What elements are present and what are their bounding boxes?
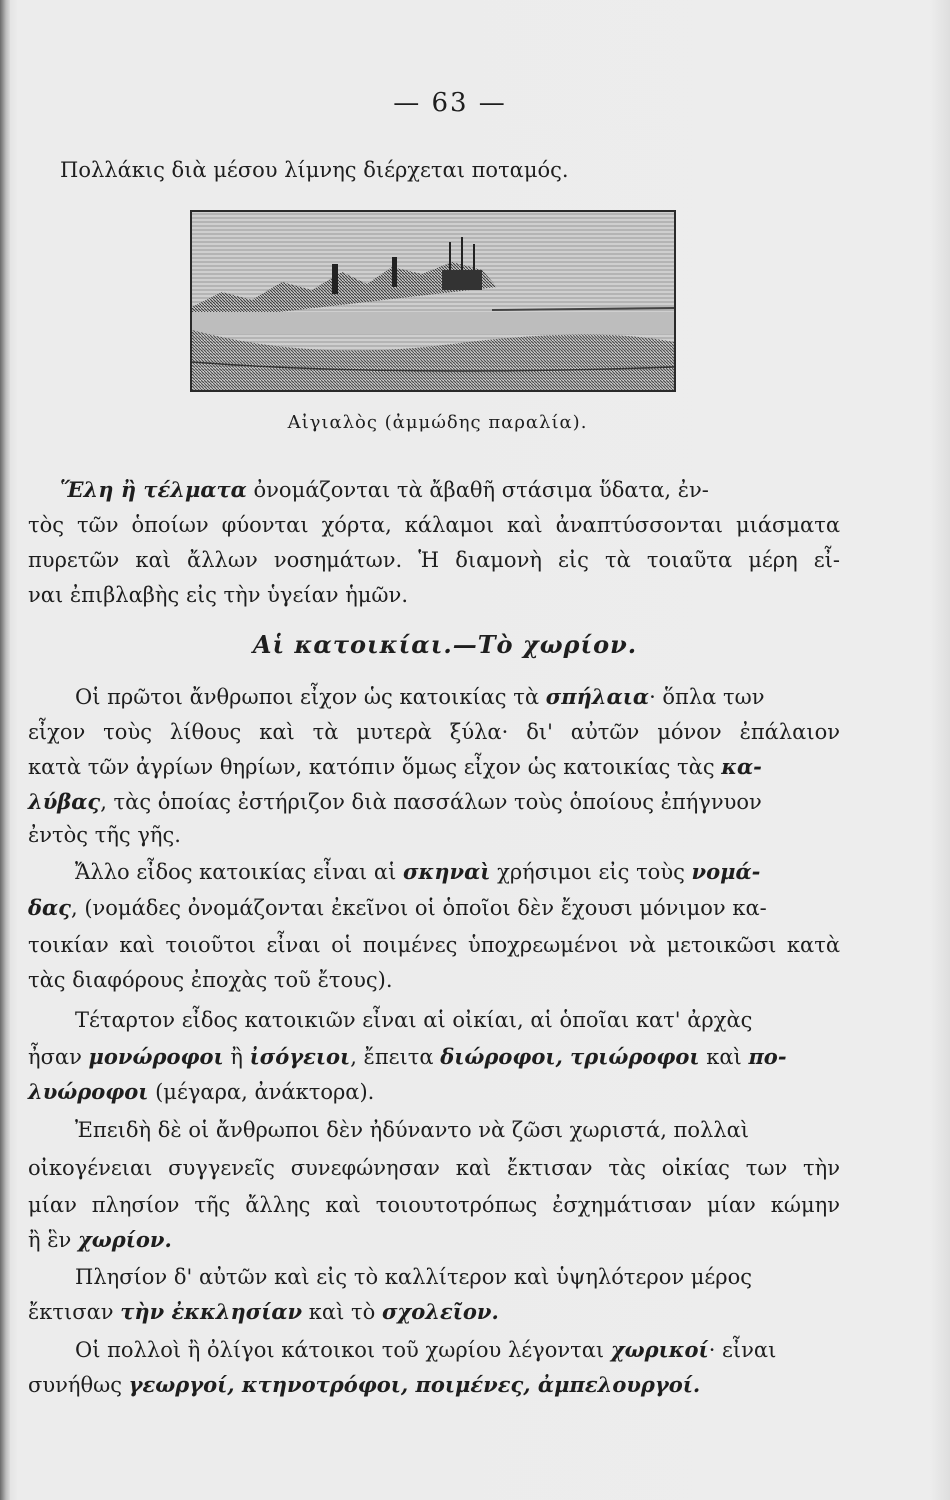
p1-line-1: Οἱ πρῶτοι ἄνθρωποι εἶχον ὡς κατοικίας τὰ σπήλαια· ὅπλα των	[75, 684, 765, 709]
term-marshes: Ἕλη ἢ τέλματα	[60, 477, 247, 502]
p5-line-1: Πλησίον δ' αὐτῶν καὶ εἰς τὸ καλλίτερον καὶ ὑψηλότερον μέρος	[75, 1265, 753, 1289]
marsh-line-4: ναι ἐπιβλαβὴς εἰς τὴν ὑγείαν ἡμῶν.	[28, 583, 408, 607]
marsh-line-1: Ἕλη ἢ τέλματα ὀνομάζονται τὰ ἄβαθῆ στάσιμα ὕδατα, ἐν-	[60, 477, 709, 502]
p4-line-1: Ἐπειδὴ δὲ οἱ ἄνθρωποι δὲν ἠδύναντο νὰ ζῶσι χωριστά, πολλαὶ	[75, 1118, 750, 1142]
p6-line-1: Οἱ πολλοὶ ἢ ὀλίγοι κάτοικοι τοῦ χωρίου λέγονται χωρικοί· εἶναι	[75, 1337, 777, 1362]
p3-line-2: ἦσαν μονώροφοι ἢ ἰσόγειοι, ἔπειτα διώροφοι, τριώροφοι καὶ πο-	[28, 1044, 787, 1069]
marsh-line-2: τὸς τῶν ὁποίων φύονται χόρτα, κάλαμοι καὶ ἀναπτύσσονται μιάσματα	[28, 513, 840, 537]
p4-line-2: οἰκογένειαι συγγενεῖς συνεφώνησαν καὶ ἔκτισαν τὰς οἰκίας των τὴν	[28, 1156, 840, 1180]
coast-engraving	[192, 212, 674, 390]
p3-line-3: λυώροφοι (μέγαρα, ἀνάκτορα).	[28, 1079, 375, 1104]
p2-line-4: τὰς διαφόρους ἐποχὰς τοῦ ἔτους).	[28, 968, 393, 992]
p1-line-4: λύβας, τὰς ὁποίας ἐστήριζον διὰ πασσάλων τοὺς ὁποίους ἐπήγνυον	[28, 789, 762, 814]
illustration-caption: Αἰγιαλὸς (ἀμμώδης παραλία).	[287, 412, 588, 433]
p1-line-5: ἐντὸς τῆς γῆς.	[28, 823, 181, 847]
p6-line-2: συνήθως γεωργοί, κτηνοτρόφοι, ποιμένες, ἀμπελουργοί.	[28, 1372, 701, 1397]
p1-line-2: εἶχον τοὺς λίθους καὶ τὰ μυτερὰ ξύλα· δι' αὐτῶν μόνον ἐπάλαιον	[28, 720, 840, 744]
p4-line-3: μίαν πλησίον τῆς ἄλλης καὶ τοιουτοτρόπως ἐσχημάτισαν μίαν κώμην	[28, 1193, 840, 1217]
marsh-line-3: πυρετῶν καὶ ἄλλων νοσημάτων. Ἡ διαμονὴ εἰς τὰ τοιαῦτα μέρη εἶ-	[28, 548, 840, 572]
p2-line-3: τοικίαν καὶ τοιοῦτοι εἶναι οἱ ποιμένες ὑποχρεωμένοι νὰ μετοικῶσι κατὰ	[28, 933, 840, 957]
p2-line-1: Ἄλλο εἶδος κατοικίας εἶναι αἱ σκηναὶ χρήσιμοι εἰς τοὺς νομά-	[75, 859, 761, 884]
page-number: — 63 —	[393, 88, 507, 118]
p1-line-3: κατὰ τῶν ἀγρίων θηρίων, κατόπιν ὅμως εἶχον ὡς κατοικίας τὰς κα-	[28, 754, 762, 779]
p5-line-2: ἔκτισαν τὴν ἐκκλησίαν καὶ τὸ σχολεῖον.	[28, 1299, 499, 1324]
coast-illustration	[190, 210, 676, 392]
p3-line-1: Τέταρτον εἶδος κατοικιῶν εἶναι αἱ οἰκίαι, αἱ ὁποῖαι κατ' ἀρχὰς	[75, 1008, 753, 1032]
p2-line-2: δας, (νομάδες ὀνομάζονται ἐκεῖνοι οἱ ὁποῖοι δὲν ἔχουσι μόνιμον κα-	[28, 895, 767, 920]
p4-line-4: ἢ ἓν χωρίον.	[28, 1227, 172, 1252]
intro-line: Πολλάκις διὰ μέσου λίμνης διέρχεται ποταμός.	[60, 158, 569, 182]
binding-edge	[0, 0, 10, 1500]
section-heading: Αἱ κατοικίαι.—Τὸ χωρίον.	[252, 630, 638, 659]
